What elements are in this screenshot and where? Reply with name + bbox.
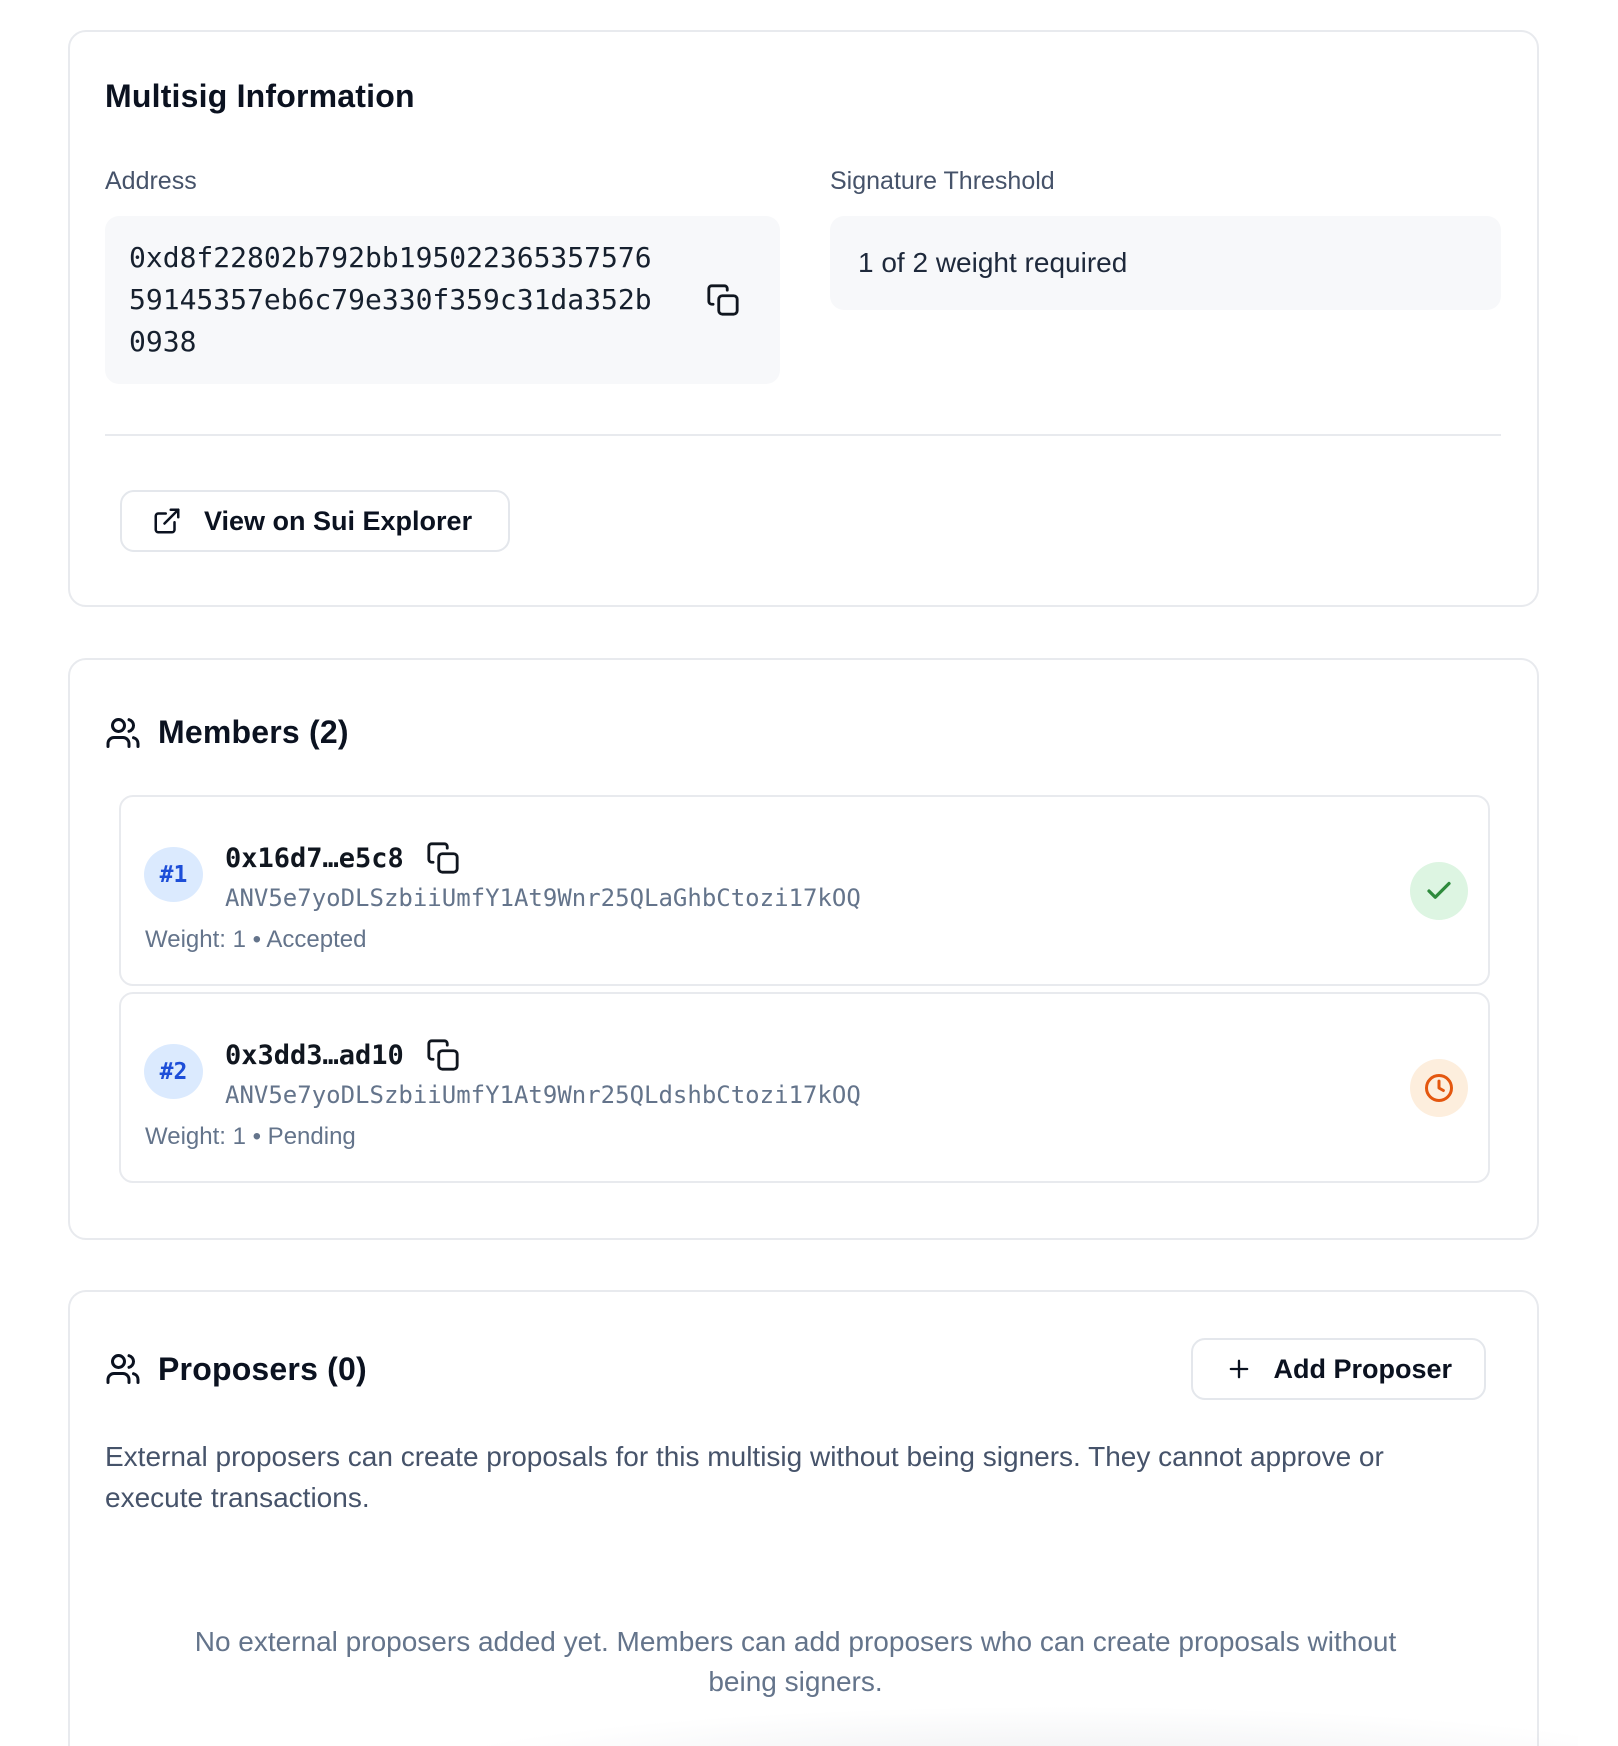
member-info <box>225 1038 861 1109</box>
member-address-row <box>225 1038 861 1072</box>
copy-icon <box>426 1038 460 1072</box>
member-address-row <box>225 841 861 875</box>
members-card <box>68 658 1539 1240</box>
proposers-empty-message: No external proposers added yet. Members can add proposers who can create proposals without being signers. <box>194 1626 1397 1697</box>
copy-icon <box>706 283 740 317</box>
copy-member-address-button[interactable] <box>426 1038 460 1072</box>
clock-icon <box>1424 1073 1454 1103</box>
address-label: Address <box>105 167 197 195</box>
multisig-info-grid <box>105 167 1497 384</box>
member-list <box>119 795 1490 1183</box>
member-info <box>225 841 861 912</box>
member-top <box>144 841 1378 912</box>
multisig-address-value: 0xd8f22802b792bb19502236535757659145357eb6c79e330f359c31da352b0938 <box>129 241 652 358</box>
add-proposer-button[interactable] <box>1191 1338 1486 1400</box>
member-public-key: ANV5e7yoDLSzbiiUmfY1At9Wnr25QLaGhbCtozi17kOQ <box>225 884 861 912</box>
member-index-badge: #1 <box>144 847 203 902</box>
multisig-information-card <box>68 30 1539 607</box>
member-short-address: 0x3dd3…ad10 <box>225 1039 404 1071</box>
proposers-description: External proposers can create proposals for this multisig without being signers. They cannot approve or execute transactions. <box>105 1441 1384 1513</box>
member-short-address: 0x16d7…e5c8 <box>225 842 404 874</box>
proposers-title: Proposers (0) <box>158 1350 367 1387</box>
view-on-sui-explorer-button[interactable] <box>120 490 510 552</box>
copy-address-button[interactable] <box>706 283 740 317</box>
member-index-badge: #2 <box>144 1044 203 1099</box>
proposers-header <box>105 1338 1486 1400</box>
member-weight-status: Weight: 1 • Accepted <box>145 926 367 953</box>
add-proposer-label: Add Proposer <box>1273 1353 1452 1384</box>
plus-icon <box>1225 1355 1253 1383</box>
status-badge <box>1410 862 1468 920</box>
member-row <box>119 992 1490 1183</box>
threshold-field <box>830 167 1501 384</box>
members-title: Members (2) <box>158 714 349 750</box>
explorer-button-label: View on Sui Explorer <box>204 505 473 536</box>
address-field <box>105 167 780 384</box>
card-divider <box>105 434 1501 436</box>
address-value-box <box>105 216 780 384</box>
member-row <box>119 795 1490 986</box>
proposers-title-group <box>105 1351 367 1388</box>
external-link-icon <box>152 506 182 536</box>
users-icon <box>105 715 141 751</box>
member-public-key: ANV5e7yoDLSzbiiUmfY1At9Wnr25QLdshbCtozi17kOQ <box>225 1081 861 1109</box>
users-icon <box>105 1351 141 1387</box>
copy-member-address-button[interactable] <box>426 841 460 875</box>
check-icon <box>1424 876 1454 906</box>
member-top <box>144 1038 1378 1109</box>
signature-threshold-value: 1 of 2 weight required <box>830 216 1501 310</box>
copy-icon <box>426 841 460 875</box>
member-weight-status: Weight: 1 • Pending <box>145 1123 356 1150</box>
status-badge <box>1410 1059 1468 1117</box>
proposers-card <box>68 1290 1539 1746</box>
multisig-information-title: Multisig Information <box>105 78 415 114</box>
signature-threshold-label: Signature Threshold <box>830 167 1055 195</box>
members-header <box>105 714 1486 751</box>
